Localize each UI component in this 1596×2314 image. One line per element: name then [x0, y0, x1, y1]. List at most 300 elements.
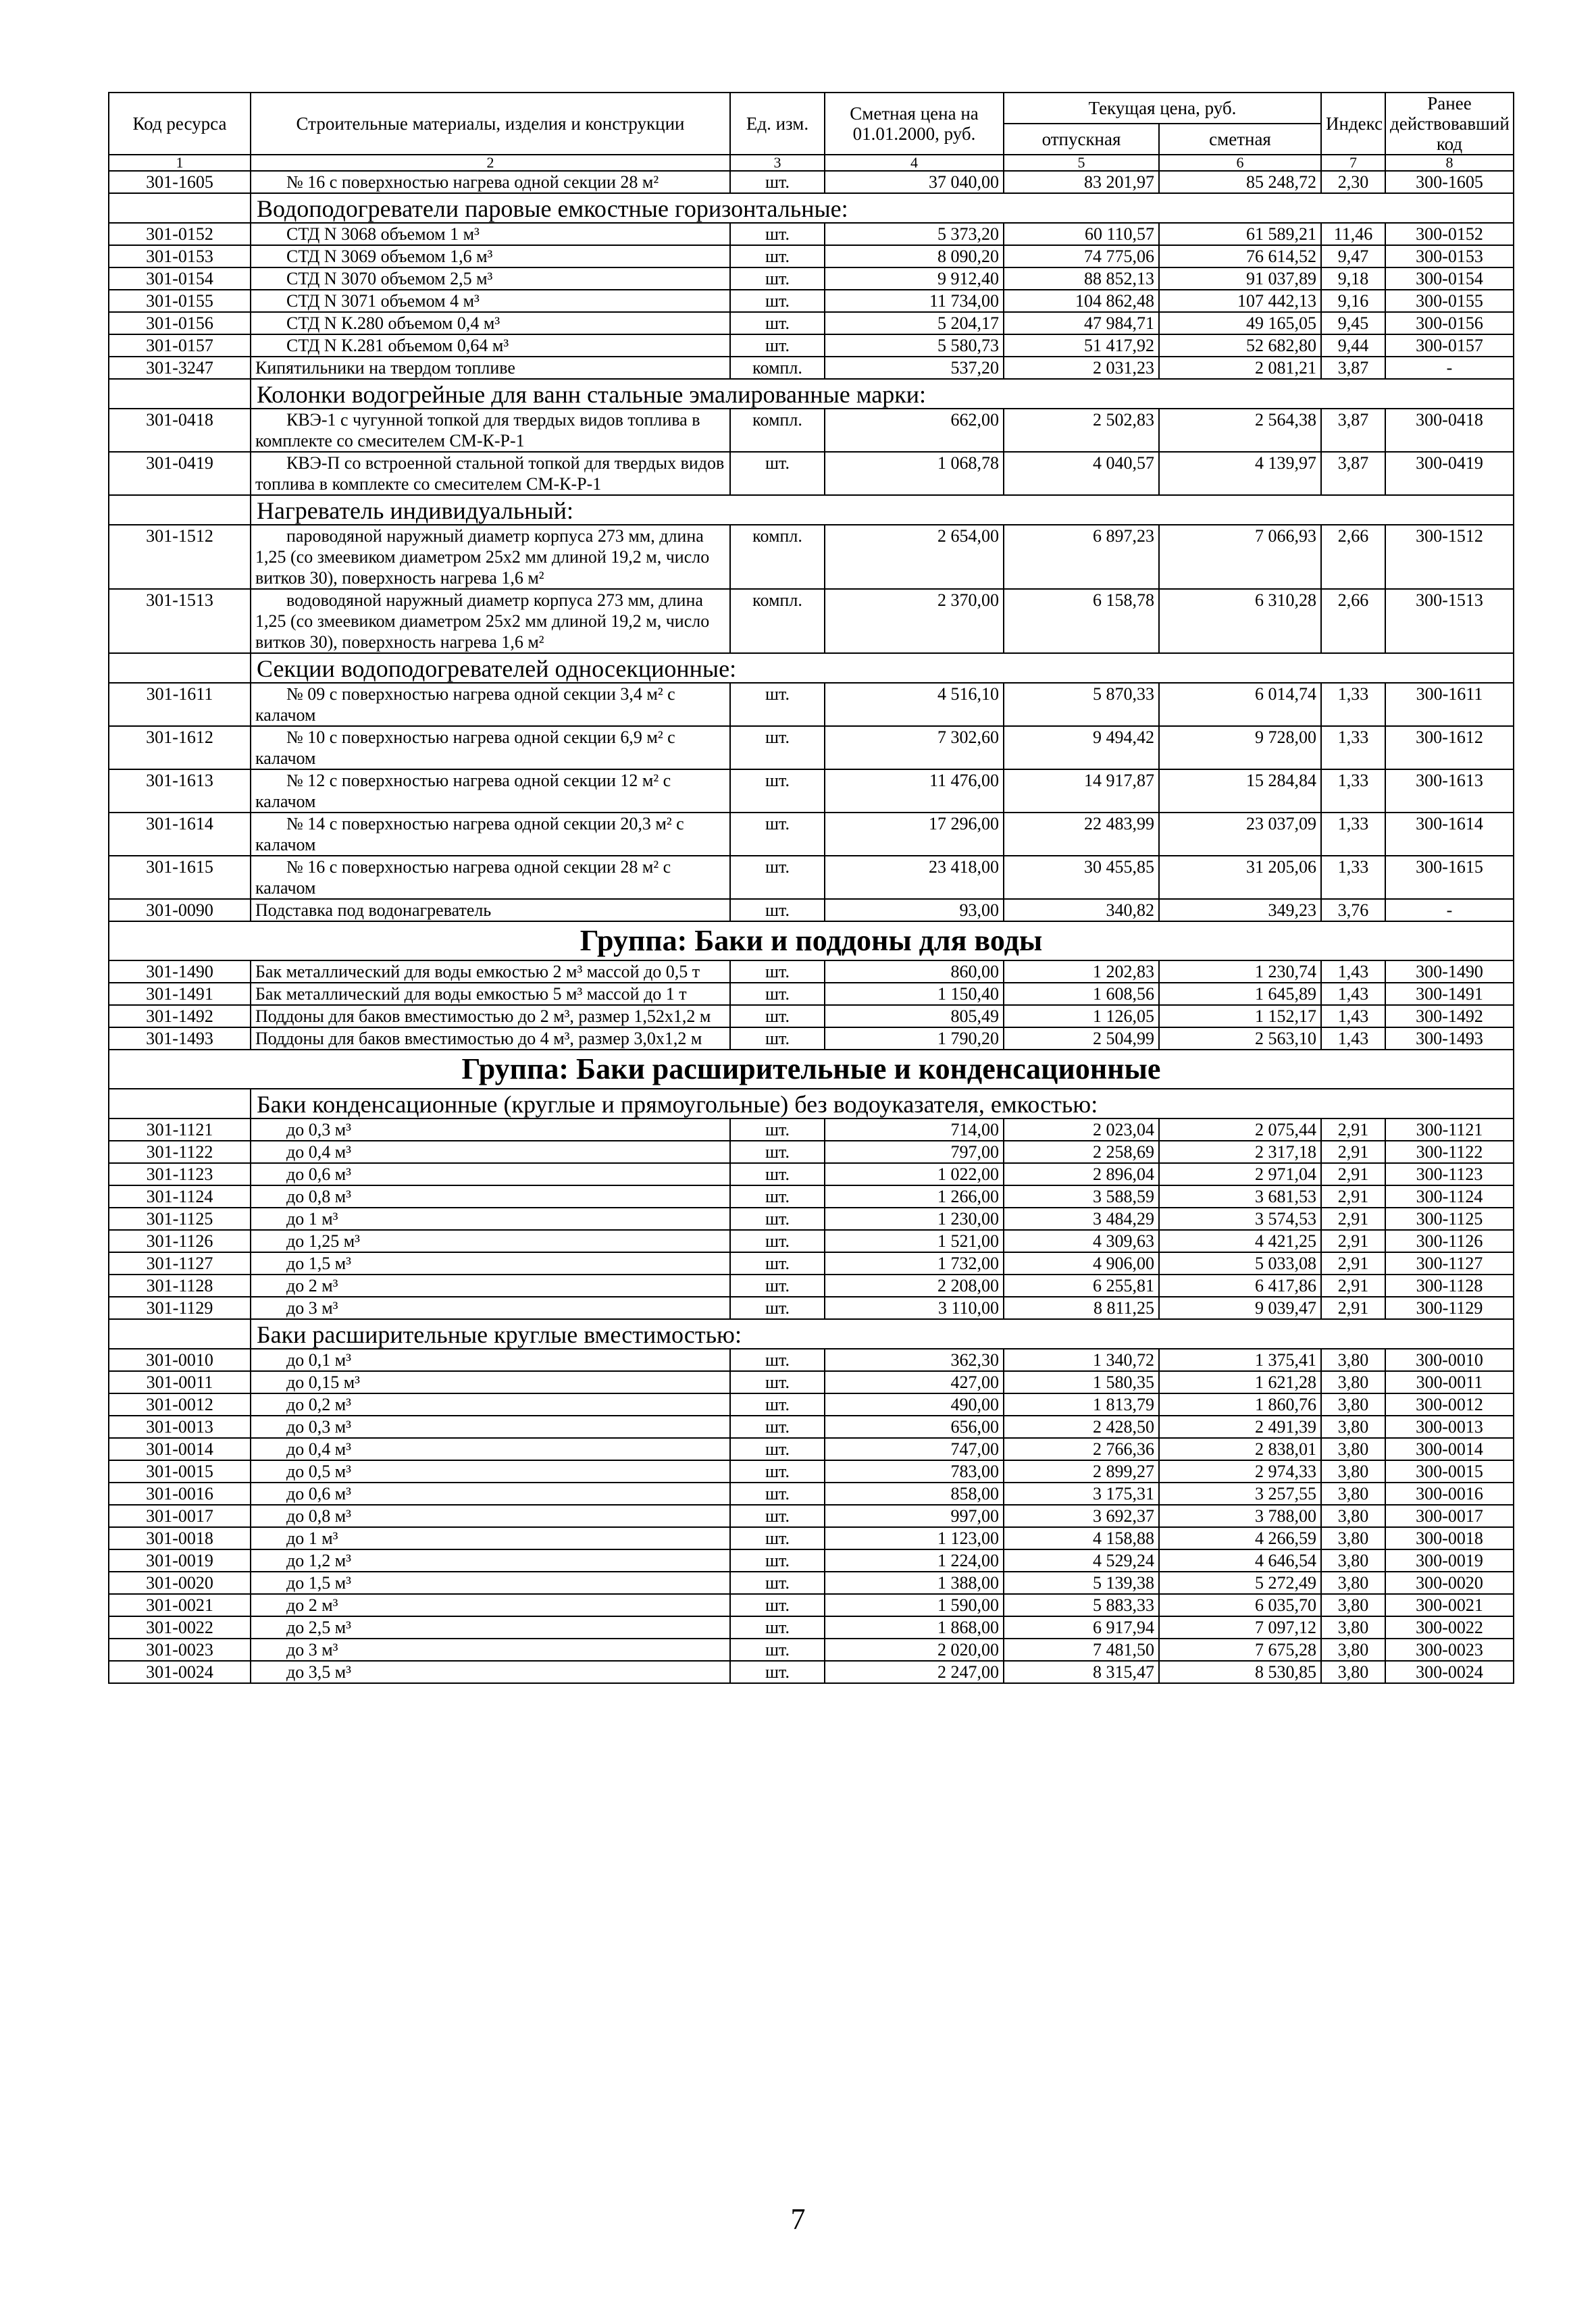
index-cell: 9,16 [1321, 290, 1385, 312]
unit-cell: шт. [730, 1163, 825, 1185]
release-price-cell: 340,82 [1004, 899, 1159, 921]
estimate-price-cell: 9 728,00 [1159, 726, 1321, 769]
index-cell: 11,46 [1321, 223, 1385, 245]
table-row [109, 409, 1514, 452]
table-row [109, 1005, 1514, 1027]
estimate-price-cell: 2 317,18 [1159, 1141, 1321, 1163]
estimate-price-2000-cell: 797,00 [825, 1141, 1004, 1163]
estimate-price-2000-cell: 1 590,00 [825, 1594, 1004, 1616]
release-price-cell: 51 417,92 [1004, 334, 1159, 357]
estimate-price-2000-cell: 93,00 [825, 899, 1004, 921]
resource-code-cell: 301-0021 [109, 1594, 251, 1616]
table-row [109, 290, 1514, 312]
material-name-cell: № 10 с поверхностью нагрева одной секции 6,9 м² с калачом [251, 726, 730, 769]
old-code-cell: 300-0017 [1385, 1505, 1514, 1527]
release-price-cell: 7 481,50 [1004, 1639, 1159, 1661]
table-row [109, 1297, 1514, 1319]
old-code-cell: 300-1492 [1385, 1005, 1514, 1027]
index-cell: 3,80 [1321, 1549, 1385, 1572]
release-price-cell: 2 428,50 [1004, 1416, 1159, 1438]
resource-code-cell: 301-1611 [109, 683, 251, 726]
resource-code-cell: 301-0156 [109, 312, 251, 334]
estimate-price-cell: 61 589,21 [1159, 223, 1321, 245]
header-code: Код ресурса [109, 93, 251, 155]
release-price-cell: 2 504,99 [1004, 1027, 1159, 1050]
resource-code-cell: 301-1490 [109, 960, 251, 983]
index-cell: 1,33 [1321, 726, 1385, 769]
unit-cell: шт. [730, 1208, 825, 1230]
release-price-cell: 4 309,63 [1004, 1230, 1159, 1252]
index-cell: 3,87 [1321, 409, 1385, 452]
material-name-cell: СТД N 3068 объемом 1 м³ [251, 223, 730, 245]
old-code-cell: 300-0418 [1385, 409, 1514, 452]
table-row [109, 223, 1514, 245]
estimate-price-2000-cell: 11 476,00 [825, 769, 1004, 813]
index-cell: 3,87 [1321, 357, 1385, 379]
old-code-cell: 300-0018 [1385, 1527, 1514, 1549]
table-row [109, 856, 1514, 899]
estimate-price-cell: 91 037,89 [1159, 267, 1321, 290]
material-name-cell: до 0,2 м³ [251, 1393, 730, 1416]
material-name-cell: Кипятильники на твердом топливе [251, 357, 730, 379]
material-name-cell: Подставка под водонагреватель [251, 899, 730, 921]
old-code-cell: - [1385, 899, 1514, 921]
table-row [109, 1371, 1514, 1393]
unit-cell: шт. [730, 290, 825, 312]
old-code-cell: 300-1605 [1385, 171, 1514, 193]
resource-code-cell: 301-1513 [109, 589, 251, 653]
old-code-cell: 300-0156 [1385, 312, 1514, 334]
unit-cell: шт. [730, 1027, 825, 1050]
unit-cell: шт. [730, 245, 825, 267]
resource-code-cell: 301-1124 [109, 1185, 251, 1208]
estimate-price-2000-cell: 5 373,20 [825, 223, 1004, 245]
subsection-row [109, 379, 1514, 409]
resource-code-cell: 301-1613 [109, 769, 251, 813]
index-cell: 3,80 [1321, 1416, 1385, 1438]
release-price-cell: 4 906,00 [1004, 1252, 1159, 1275]
unit-cell: шт. [730, 1483, 825, 1505]
old-code-cell: 300-1490 [1385, 960, 1514, 983]
unit-cell: шт. [730, 1005, 825, 1027]
estimate-price-2000-cell: 23 418,00 [825, 856, 1004, 899]
estimate-price-cell: 6 310,28 [1159, 589, 1321, 653]
index-cell: 3,80 [1321, 1661, 1385, 1683]
resource-code-cell: 301-1612 [109, 726, 251, 769]
material-name-cell: СТД N 3069 объемом 1,6 м³ [251, 245, 730, 267]
header-name: Строительные материалы, изделия и конструкции [251, 93, 730, 155]
table-row [109, 357, 1514, 379]
old-code-cell: 300-1123 [1385, 1163, 1514, 1185]
old-code-cell: 300-1125 [1385, 1208, 1514, 1230]
table-row [109, 726, 1514, 769]
subsection-heading: Секции водоподогревателей односекционные: [251, 653, 1514, 683]
estimate-price-cell: 2 564,38 [1159, 409, 1321, 452]
column-number: 4 [825, 155, 1004, 171]
estimate-price-cell: 5 033,08 [1159, 1252, 1321, 1275]
index-cell: 2,91 [1321, 1141, 1385, 1163]
release-price-cell: 5 870,33 [1004, 683, 1159, 726]
subsection-row [109, 1319, 1514, 1349]
estimate-price-cell: 8 530,85 [1159, 1661, 1321, 1683]
old-code-cell: 300-1124 [1385, 1185, 1514, 1208]
estimate-price-cell: 15 284,84 [1159, 769, 1321, 813]
release-price-cell: 6 158,78 [1004, 589, 1159, 653]
release-price-cell: 6 897,23 [1004, 525, 1159, 589]
table-row [109, 1275, 1514, 1297]
estimate-price-2000-cell: 1 790,20 [825, 1027, 1004, 1050]
header-row [109, 93, 1514, 124]
release-price-cell: 1 813,79 [1004, 1393, 1159, 1416]
estimate-price-cell: 1 375,41 [1159, 1349, 1321, 1371]
table-row [109, 1527, 1514, 1549]
resource-code-cell: 301-1614 [109, 813, 251, 856]
old-code-cell: 300-1512 [1385, 525, 1514, 589]
group-row [109, 921, 1514, 960]
resource-code-cell: 301-0419 [109, 452, 251, 495]
material-name-cell: до 1 м³ [251, 1527, 730, 1549]
resource-code-cell: 301-0090 [109, 899, 251, 921]
table-row [109, 1639, 1514, 1661]
resource-code-cell: 301-0154 [109, 267, 251, 290]
unit-cell: шт. [730, 1393, 825, 1416]
old-code-cell: 300-1126 [1385, 1230, 1514, 1252]
index-cell: 3,80 [1321, 1349, 1385, 1371]
release-price-cell: 6 255,81 [1004, 1275, 1159, 1297]
table-row [109, 899, 1514, 921]
release-price-cell: 2 031,23 [1004, 357, 1159, 379]
estimate-price-2000-cell: 2 208,00 [825, 1275, 1004, 1297]
table-row [109, 683, 1514, 726]
unit-cell: компл. [730, 525, 825, 589]
resource-code-cell: 301-1512 [109, 525, 251, 589]
index-cell: 9,45 [1321, 312, 1385, 334]
table-row [109, 1549, 1514, 1572]
material-name-cell: до 0,8 м³ [251, 1505, 730, 1527]
material-name-cell: до 1,25 м³ [251, 1230, 730, 1252]
resource-code-cell: 301-1125 [109, 1208, 251, 1230]
table-row [109, 1594, 1514, 1616]
estimate-price-cell: 1 230,74 [1159, 960, 1321, 983]
unit-cell: шт. [730, 1661, 825, 1683]
material-name-cell: до 1,5 м³ [251, 1252, 730, 1275]
old-code-cell: 300-1614 [1385, 813, 1514, 856]
index-cell: 2,91 [1321, 1275, 1385, 1297]
header-release: отпускная [1004, 124, 1159, 155]
release-price-cell: 3 484,29 [1004, 1208, 1159, 1230]
subsection-spacer [109, 495, 251, 525]
index-cell: 3,80 [1321, 1616, 1385, 1639]
estimate-price-cell: 2 838,01 [1159, 1438, 1321, 1460]
table-row [109, 1141, 1514, 1163]
unit-cell: шт. [730, 223, 825, 245]
estimate-price-cell: 52 682,80 [1159, 334, 1321, 357]
header-estimate: сметная [1159, 124, 1321, 155]
table-row [109, 312, 1514, 334]
material-name-cell: КВЭ-П со встроенной стальной топкой для твердых видов топлива в комплекте со смесителем СМ-К-Р-1 [251, 452, 730, 495]
estimate-price-cell: 107 442,13 [1159, 290, 1321, 312]
release-price-cell: 1 202,83 [1004, 960, 1159, 983]
table-row [109, 1460, 1514, 1483]
release-price-cell: 2 258,69 [1004, 1141, 1159, 1163]
table-row [109, 983, 1514, 1005]
table-row [109, 1572, 1514, 1594]
release-price-cell: 3 175,31 [1004, 1483, 1159, 1505]
estimate-price-2000-cell: 537,20 [825, 357, 1004, 379]
index-cell: 2,66 [1321, 525, 1385, 589]
estimate-price-cell: 1 621,28 [1159, 1371, 1321, 1393]
old-code-cell: 300-0014 [1385, 1438, 1514, 1460]
index-cell: 2,91 [1321, 1163, 1385, 1185]
unit-cell: шт. [730, 267, 825, 290]
old-code-cell: 300-1121 [1385, 1119, 1514, 1141]
column-number: 1 [109, 155, 251, 171]
estimate-price-cell: 3 574,53 [1159, 1208, 1321, 1230]
release-price-cell: 2 502,83 [1004, 409, 1159, 452]
index-cell: 9,47 [1321, 245, 1385, 267]
material-name-cell: № 09 с поверхностью нагрева одной секции 3,4 м² с калачом [251, 683, 730, 726]
estimate-price-2000-cell: 8 090,20 [825, 245, 1004, 267]
material-name-cell: водоводяной наружный диаметр корпуса 273 мм, длина 1,25 (со змеевиком диаметром 25х2 мм длиной 19,2 м, число витков 30), поверхность нагрева 1,6 м² [251, 589, 730, 653]
old-code-cell: 300-0013 [1385, 1416, 1514, 1438]
estimate-price-2000-cell: 662,00 [825, 409, 1004, 452]
material-name-cell: до 1,5 м³ [251, 1572, 730, 1594]
unit-cell: шт. [730, 1438, 825, 1460]
release-price-cell: 3 588,59 [1004, 1185, 1159, 1208]
index-cell: 3,80 [1321, 1527, 1385, 1549]
estimate-price-cell: 6 417,86 [1159, 1275, 1321, 1297]
index-cell: 9,18 [1321, 267, 1385, 290]
estimate-price-cell: 3 257,55 [1159, 1483, 1321, 1505]
estimate-price-2000-cell: 860,00 [825, 960, 1004, 983]
old-code-cell: 300-0015 [1385, 1460, 1514, 1483]
release-price-cell: 8 811,25 [1004, 1297, 1159, 1319]
unit-cell: шт. [730, 334, 825, 357]
estimate-price-2000-cell: 2 020,00 [825, 1639, 1004, 1661]
subsection-spacer [109, 193, 251, 223]
material-name-cell: до 3 м³ [251, 1639, 730, 1661]
release-price-cell: 3 692,37 [1004, 1505, 1159, 1527]
release-price-cell: 4 158,88 [1004, 1527, 1159, 1549]
subsection-spacer [109, 1319, 251, 1349]
resource-code-cell: 301-1492 [109, 1005, 251, 1027]
material-name-cell: СТД N 3070 объемом 2,5 м³ [251, 267, 730, 290]
resource-code-cell: 301-0024 [109, 1661, 251, 1683]
resource-code-cell: 301-1615 [109, 856, 251, 899]
index-cell: 3,80 [1321, 1371, 1385, 1393]
estimate-price-2000-cell: 805,49 [825, 1005, 1004, 1027]
estimate-price-2000-cell: 5 204,17 [825, 312, 1004, 334]
estimate-price-cell: 2 075,44 [1159, 1119, 1321, 1141]
subsection-heading: Баки конденсационные (круглые и прямоугольные) без водоуказателя, емкостью: [251, 1089, 1514, 1119]
estimate-price-cell: 2 974,33 [1159, 1460, 1321, 1483]
estimate-price-2000-cell: 1 123,00 [825, 1527, 1004, 1549]
resource-code-cell: 301-0022 [109, 1616, 251, 1639]
resource-code-cell: 301-1493 [109, 1027, 251, 1050]
estimate-price-cell: 1 860,76 [1159, 1393, 1321, 1416]
estimate-price-2000-cell: 1 732,00 [825, 1252, 1004, 1275]
group-row [109, 1050, 1514, 1089]
column-number: 5 [1004, 155, 1159, 171]
unit-cell: шт. [730, 1185, 825, 1208]
resource-code-cell: 301-3247 [109, 357, 251, 379]
release-price-cell: 47 984,71 [1004, 312, 1159, 334]
subsection-row [109, 495, 1514, 525]
estimate-price-cell: 4 266,59 [1159, 1527, 1321, 1549]
index-cell: 3,87 [1321, 452, 1385, 495]
unit-cell: шт. [730, 983, 825, 1005]
table-row [109, 1230, 1514, 1252]
unit-cell: шт. [730, 1460, 825, 1483]
release-price-cell: 60 110,57 [1004, 223, 1159, 245]
table-row [109, 1505, 1514, 1527]
subsection-row [109, 1089, 1514, 1119]
header-est-price: Сметная цена на 01.01.2000, руб. [825, 93, 1004, 155]
table-row [109, 960, 1514, 983]
table-row [109, 1349, 1514, 1371]
material-name-cell: до 0,5 м³ [251, 1460, 730, 1483]
unit-cell: компл. [730, 409, 825, 452]
old-code-cell: 300-1613 [1385, 769, 1514, 813]
old-code-cell: 300-1491 [1385, 983, 1514, 1005]
unit-cell: шт. [730, 856, 825, 899]
header-old-code: Ранее действовавший код [1385, 93, 1514, 155]
estimate-price-cell: 6 014,74 [1159, 683, 1321, 726]
unit-cell: шт. [730, 1119, 825, 1141]
index-cell: 2,66 [1321, 589, 1385, 653]
material-name-cell: до 0,3 м³ [251, 1416, 730, 1438]
estimate-price-2000-cell: 9 912,40 [825, 267, 1004, 290]
index-cell: 3,80 [1321, 1572, 1385, 1594]
estimate-price-2000-cell: 5 580,73 [825, 334, 1004, 357]
material-name-cell: до 0,8 м³ [251, 1185, 730, 1208]
old-code-cell: 300-0010 [1385, 1349, 1514, 1371]
resource-code-cell: 301-1122 [109, 1141, 251, 1163]
subsection-row [109, 653, 1514, 683]
subsection-heading: Колонки водогрейные для ванн стальные эмалированные марки: [251, 379, 1514, 409]
price-table [108, 92, 1514, 1684]
estimate-price-2000-cell: 783,00 [825, 1460, 1004, 1483]
estimate-price-2000-cell: 997,00 [825, 1505, 1004, 1527]
unit-cell: компл. [730, 357, 825, 379]
unit-cell: шт. [730, 726, 825, 769]
release-price-cell: 1 608,56 [1004, 983, 1159, 1005]
estimate-price-2000-cell: 2 654,00 [825, 525, 1004, 589]
estimate-price-2000-cell: 1 224,00 [825, 1549, 1004, 1572]
resource-code-cell: 301-1605 [109, 171, 251, 193]
estimate-price-2000-cell: 1 388,00 [825, 1572, 1004, 1594]
index-cell: 2,91 [1321, 1185, 1385, 1208]
estimate-price-cell: 23 037,09 [1159, 813, 1321, 856]
material-name-cell: до 0,15 м³ [251, 1371, 730, 1393]
table-row [109, 1483, 1514, 1505]
material-name-cell: до 0,3 м³ [251, 1119, 730, 1141]
estimate-price-2000-cell: 1 068,78 [825, 452, 1004, 495]
table-row [109, 769, 1514, 813]
estimate-price-2000-cell: 1 150,40 [825, 983, 1004, 1005]
subsection-spacer [109, 379, 251, 409]
index-cell: 1,43 [1321, 983, 1385, 1005]
estimate-price-2000-cell: 1 521,00 [825, 1230, 1004, 1252]
estimate-price-cell: 6 035,70 [1159, 1594, 1321, 1616]
estimate-price-2000-cell: 7 302,60 [825, 726, 1004, 769]
page-number: 7 [790, 2203, 806, 2236]
release-price-cell: 5 883,33 [1004, 1594, 1159, 1616]
unit-cell: шт. [730, 683, 825, 726]
subsection-heading: Нагреватель индивидуальный: [251, 495, 1514, 525]
material-name-cell: КВЭ-1 с чугунной топкой для твердых видов топлива в комплекте со смесителем СМ-К-Р-1 [251, 409, 730, 452]
table-row [109, 1208, 1514, 1230]
column-number: 7 [1321, 155, 1385, 171]
old-code-cell: 300-0022 [1385, 1616, 1514, 1639]
unit-cell: шт. [730, 1416, 825, 1438]
material-name-cell: до 0,6 м³ [251, 1483, 730, 1505]
material-name-cell: до 2 м³ [251, 1594, 730, 1616]
old-code-cell: 300-0021 [1385, 1594, 1514, 1616]
release-price-cell: 2 899,27 [1004, 1460, 1159, 1483]
index-cell: 3,80 [1321, 1460, 1385, 1483]
old-code-cell: 300-1128 [1385, 1275, 1514, 1297]
table-body [109, 171, 1514, 1683]
table-row [109, 1027, 1514, 1050]
old-code-cell: 300-0419 [1385, 452, 1514, 495]
estimate-price-2000-cell: 858,00 [825, 1483, 1004, 1505]
index-cell: 3,80 [1321, 1639, 1385, 1661]
material-name-cell: до 1 м³ [251, 1208, 730, 1230]
old-code-cell: 300-0152 [1385, 223, 1514, 245]
old-code-cell: 300-0012 [1385, 1393, 1514, 1416]
resource-code-cell: 301-0013 [109, 1416, 251, 1438]
estimate-price-cell: 4 646,54 [1159, 1549, 1321, 1572]
release-price-cell: 9 494,42 [1004, 726, 1159, 769]
index-cell: 3,76 [1321, 899, 1385, 921]
resource-code-cell: 301-0017 [109, 1505, 251, 1527]
unit-cell: шт. [730, 1572, 825, 1594]
estimate-price-cell: 4 139,97 [1159, 452, 1321, 495]
unit-cell: шт. [730, 1141, 825, 1163]
index-cell: 9,44 [1321, 334, 1385, 357]
old-code-cell: 300-1122 [1385, 1141, 1514, 1163]
estimate-price-2000-cell: 1 868,00 [825, 1616, 1004, 1639]
table-row [109, 1416, 1514, 1438]
estimate-price-2000-cell: 362,30 [825, 1349, 1004, 1371]
old-code-cell: 300-0154 [1385, 267, 1514, 290]
release-price-cell: 2 766,36 [1004, 1438, 1159, 1460]
estimate-price-cell: 3 788,00 [1159, 1505, 1321, 1527]
old-code-cell: 300-0019 [1385, 1549, 1514, 1572]
estimate-price-cell: 2 491,39 [1159, 1416, 1321, 1438]
index-cell: 1,43 [1321, 1005, 1385, 1027]
unit-cell: шт. [730, 312, 825, 334]
table-row [109, 525, 1514, 589]
resource-code-cell: 301-1123 [109, 1163, 251, 1185]
table-row [109, 245, 1514, 267]
resource-code-cell: 301-0418 [109, 409, 251, 452]
old-code-cell: 300-0020 [1385, 1572, 1514, 1594]
estimate-price-cell: 7 097,12 [1159, 1616, 1321, 1639]
material-name-cell: пароводяной наружный диаметр корпуса 273 мм, длина 1,25 (со змеевиком диаметром 25х2 мм длиной 19,2 м, число витков 30), поверхность нагрева 1,6 м² [251, 525, 730, 589]
release-price-cell: 4 040,57 [1004, 452, 1159, 495]
material-name-cell: № 16 с поверхностью нагрева одной секции 28 м² [251, 171, 730, 193]
material-name-cell: № 16 с поверхностью нагрева одной секции 28 м² с калачом [251, 856, 730, 899]
old-code-cell: 300-1513 [1385, 589, 1514, 653]
material-name-cell: № 14 с поверхностью нагрева одной секции 20,3 м² с калачом [251, 813, 730, 856]
release-price-cell: 6 917,94 [1004, 1616, 1159, 1639]
unit-cell: шт. [730, 1549, 825, 1572]
unit-cell: шт. [730, 960, 825, 983]
index-cell: 2,91 [1321, 1252, 1385, 1275]
index-cell: 3,80 [1321, 1594, 1385, 1616]
